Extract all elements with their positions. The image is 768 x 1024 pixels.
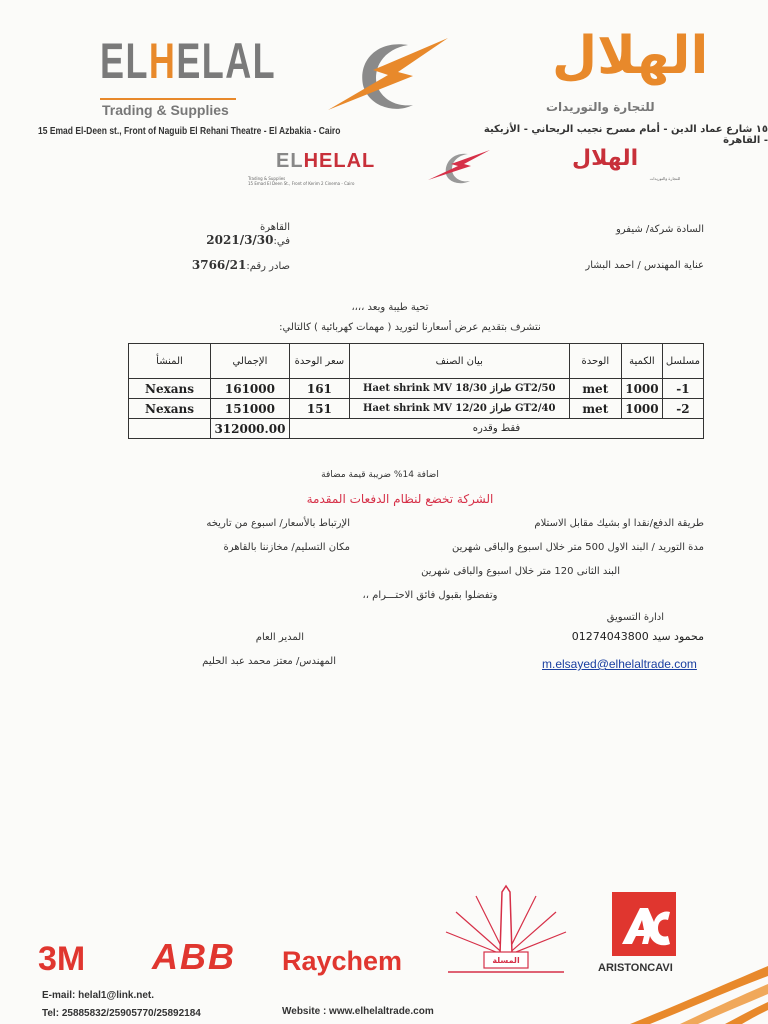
grand-total: 312000.00 [210,419,289,439]
table-row [129,399,704,419]
col-serial: مسلسل [662,344,703,379]
date-line: القاهرة في:2021/3/30 [206,222,290,247]
cell-total: 161000 [210,379,289,399]
brand-logo-ar: الهلال [552,26,709,86]
table-header-row [129,344,704,379]
cell-unit: met [569,399,621,419]
logo-3m: 3M [38,940,86,978]
recipient-attention: عناية المهندس / احمد البشار [585,260,704,271]
price-validity: الإرتباط بالأسعار/ اسبوع من تاريخه [206,518,350,529]
sub-brand-ar: الهلال [572,146,639,171]
cell-qty: 1000 [621,399,662,419]
gm-name: المهندس/ معتز محمد عبد الحليم [202,656,336,667]
items-table [128,343,704,439]
cell-origin: Nexans [129,379,211,399]
col-desc: بيان الصنف [349,344,569,379]
cell-unit-price: 161 [289,379,349,399]
total-label: فقط وقدره [289,419,703,439]
footer-stripes-decoration [590,960,768,1024]
footer-email: E-mail: helal1@link.net. [42,990,155,1001]
sub-address-ar: للتجارة والتوريدات [649,176,680,181]
payment-method: طريقة الدفع/نقدا او بشيك مقابل الاستلام [534,518,704,529]
tagline-en: Trading & Supplies [102,102,229,118]
greeting: تحية طيبة وبعد ،،،، [351,302,429,313]
address-en: 15 Emad El-Deen st., Front of Naguib El Rehani Theatre - El Azbakia - Cairo [38,126,341,137]
cell-serial: 2- [662,399,703,419]
col-unit-price: سعر الوحدة [289,344,349,379]
table-total-row [129,419,704,439]
logo-ariston-box [612,892,676,956]
col-qty: الكمية [621,344,662,379]
cell-unit-price: 151 [289,399,349,419]
cell-desc: GT2/40 طراز Haet shrink MV 12/20 [349,399,569,419]
reference-line: صادر رقم:3766/21 [191,258,290,272]
total-empty-cell [129,419,211,439]
cell-serial: 1- [662,379,703,399]
small-crescent-lightning-icon [424,148,494,184]
tagline-divider [100,98,236,100]
cell-origin: Nexans [129,399,211,419]
footer-website: Website : www.elhelaltrade.com [282,1006,434,1017]
delivery-place: مكان التسليم/ مخازننا بالقاهرة [223,542,350,553]
email-link-text[interactable]: m.elsayed@elhelaltrade.com [542,657,697,671]
ariston-ac-icon [612,892,676,956]
recipient-company: السادة شركة/ شيفرو [615,224,704,235]
marketing-contact: محمود سيد 01274043800 [571,630,704,643]
cell-qty: 1000 [621,379,662,399]
address-ar: ١٥ شارع عماد الدين - أمام مسرح نجيب الريحاني - الأزبكية - القاهرة [483,124,768,146]
cell-unit: met [569,379,621,399]
table-row [129,379,704,399]
tagline-ar: للتجارة والتوريدات [546,100,655,114]
brand-logo-en: ELHELAL [100,33,277,89]
logo-abb: ABB [152,936,236,977]
payment-system-note: الشركة تخضع لنظام الدفعات المقدمة [306,492,494,506]
cell-desc: GT2/50 طراز Haet shrink MV 18/30 [349,379,569,399]
col-total: الإجمالي [210,344,289,379]
logo-raychem: Raychem [282,946,403,976]
logo-ariston-label: ARISTONCAVI [598,962,673,974]
delivery-term-2: البند الثانى 120 متر خلال اسبوع والباقى شهرين [421,566,620,577]
closing-text: وتفضلوا بقبول فائق الاحتـــرام ،، [362,590,498,601]
sub-brand-en: ELHELAL [276,150,376,172]
crescent-lightning-icon [318,30,458,120]
gm-title: المدير العام [255,632,304,643]
col-origin: المنشأ [129,344,211,379]
marketing-dept: ادارة التسويق [606,612,664,623]
col-unit: الوحدة [569,344,621,379]
vat-note: اضافة 14% ضريبة قيمة مضافة [321,470,439,480]
cell-total: 151000 [210,399,289,419]
intro-text: نتشرف بتقديم عرض أسعارنا لتوريد ( مهمات كهربائية ) كالتالي: [279,322,541,333]
sub-address-en: Trading & Supplies 15 Emad El Deen St., Front of Kerim 2 Cinema - Cairo [248,176,355,186]
delivery-term-1: مدة التوريد / البند الاول 500 متر خلال اسبوع والباقى شهرين [451,542,704,553]
footer-tel: Tel: 25885832/25905770/25892184 [42,1008,201,1019]
marketing-email-link[interactable] [542,653,697,672]
logo-obelisk-label: المسلة [492,956,520,965]
